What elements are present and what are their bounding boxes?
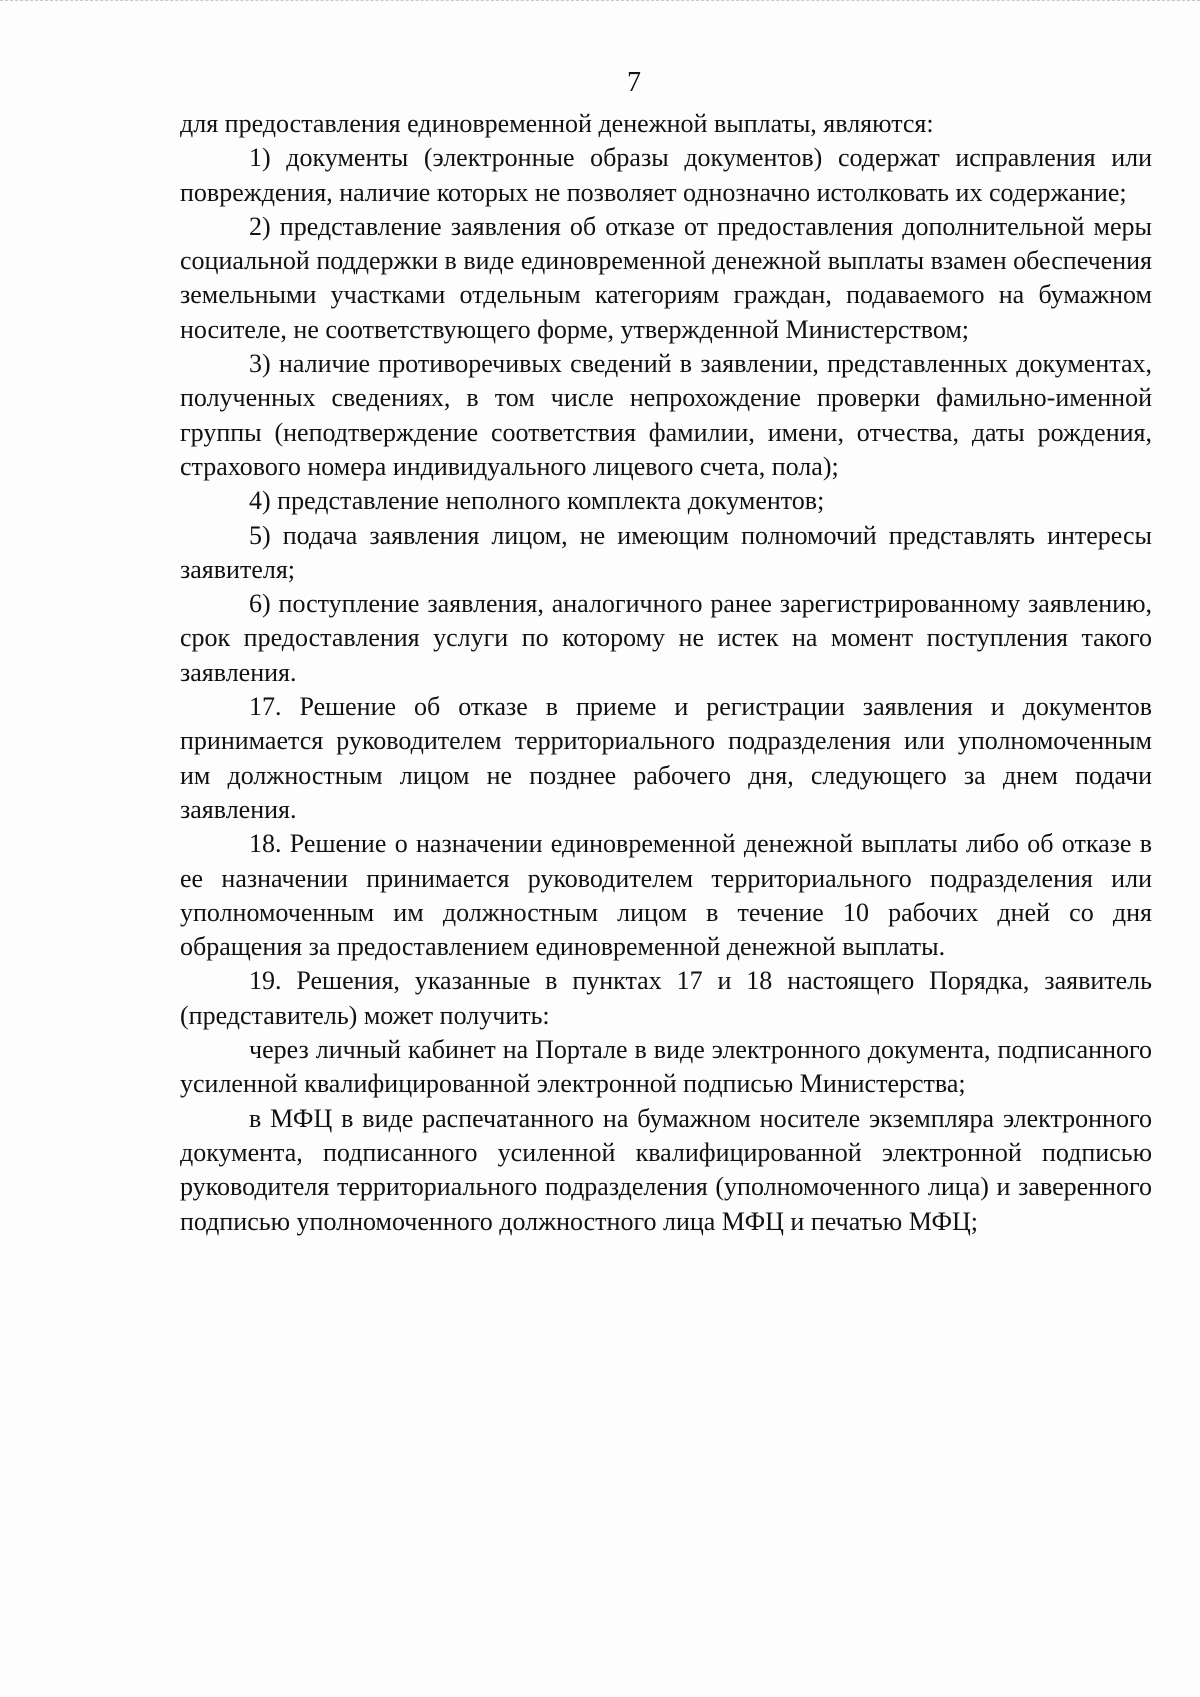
scan-top-edge [0,0,1200,10]
paragraph-portal-option: через личный кабинет на Портале в виде электронного документа, подписанного усиленной квалифицированной электронной подписью Министерства; [180,1035,1152,1099]
document-body [180,107,1152,1239]
paragraph-continuation: для предоставления единовременной денежной выплаты, являются: [180,109,934,138]
paragraph-mfc-option: в МФЦ в виде распечатанного на бумажном носителе экземпляра электронного документа, подписанного усиленной квалифицированной электронной подписью руководителя территориального подразделения (уполномоченного лица) и заверенного подписью уполномоченного должностного лица МФЦ и печатью МФЦ; [180,1103,1152,1236]
paragraph-clause-19: 19. Решения, указанные в пунктах 17 и 18 настоящего Порядка, заявитель (представитель) может получить: [180,966,1152,1030]
paragraph-clause-18: 18. Решение о назначении единовременной денежной выплаты либо об отказе в ее назначении принимается руководителем территориального подразделения или уполномоченным им должностным лицом в течение 10 рабочих дней со дня обращения за предоставлением единовременной денежной выплаты. [180,829,1152,962]
paragraph-item-2: 2) представление заявления об отказе от предоставления дополнительной меры социальной поддержки в виде единовременной денежной выплаты взамен обеспечения земельными участками отдельным категориям граждан, подаваемого на бумажном носителе, не соответствующего форме, утвержденной Министерством; [180,211,1152,344]
paragraph-clause-17: 17. Решение об отказе в приеме и регистрации заявления и документов принимается руководителем территориального подразделения или уполномоченным им должностным лицом не позднее рабочего дня, следующего за днем подачи заявления. [180,692,1152,824]
paragraph-item-3: 3) наличие противоречивых сведений в заявлении, представленных документах, полученных сведениях, в том числе непрохождение проверки фамильно-именной группы (неподтверждение соответствия фамилии, имени, отчества, даты рождения, страхового номера индивидуального лицевого счета, пола); [180,349,1152,481]
page-number: 7 [627,67,641,98]
paragraph-item-4: 4) представление неполного комплекта документов; [249,486,825,516]
paragraph-item-6: 6) поступление заявления, аналогичного ранее зарегистрированному заявлению, срок предоставления услуги по которому не истек на момент поступления такого заявления. [180,589,1152,687]
paragraph-item-5: 5) подача заявления лицом, не имеющим полномочий представлять интересы заявителя; [180,520,1152,584]
paragraph-item-1: 1) документы (электронные образы документов) содержат исправления или повреждения, наличие которых не позволяет однозначно истолковать их содержание; [180,143,1152,207]
